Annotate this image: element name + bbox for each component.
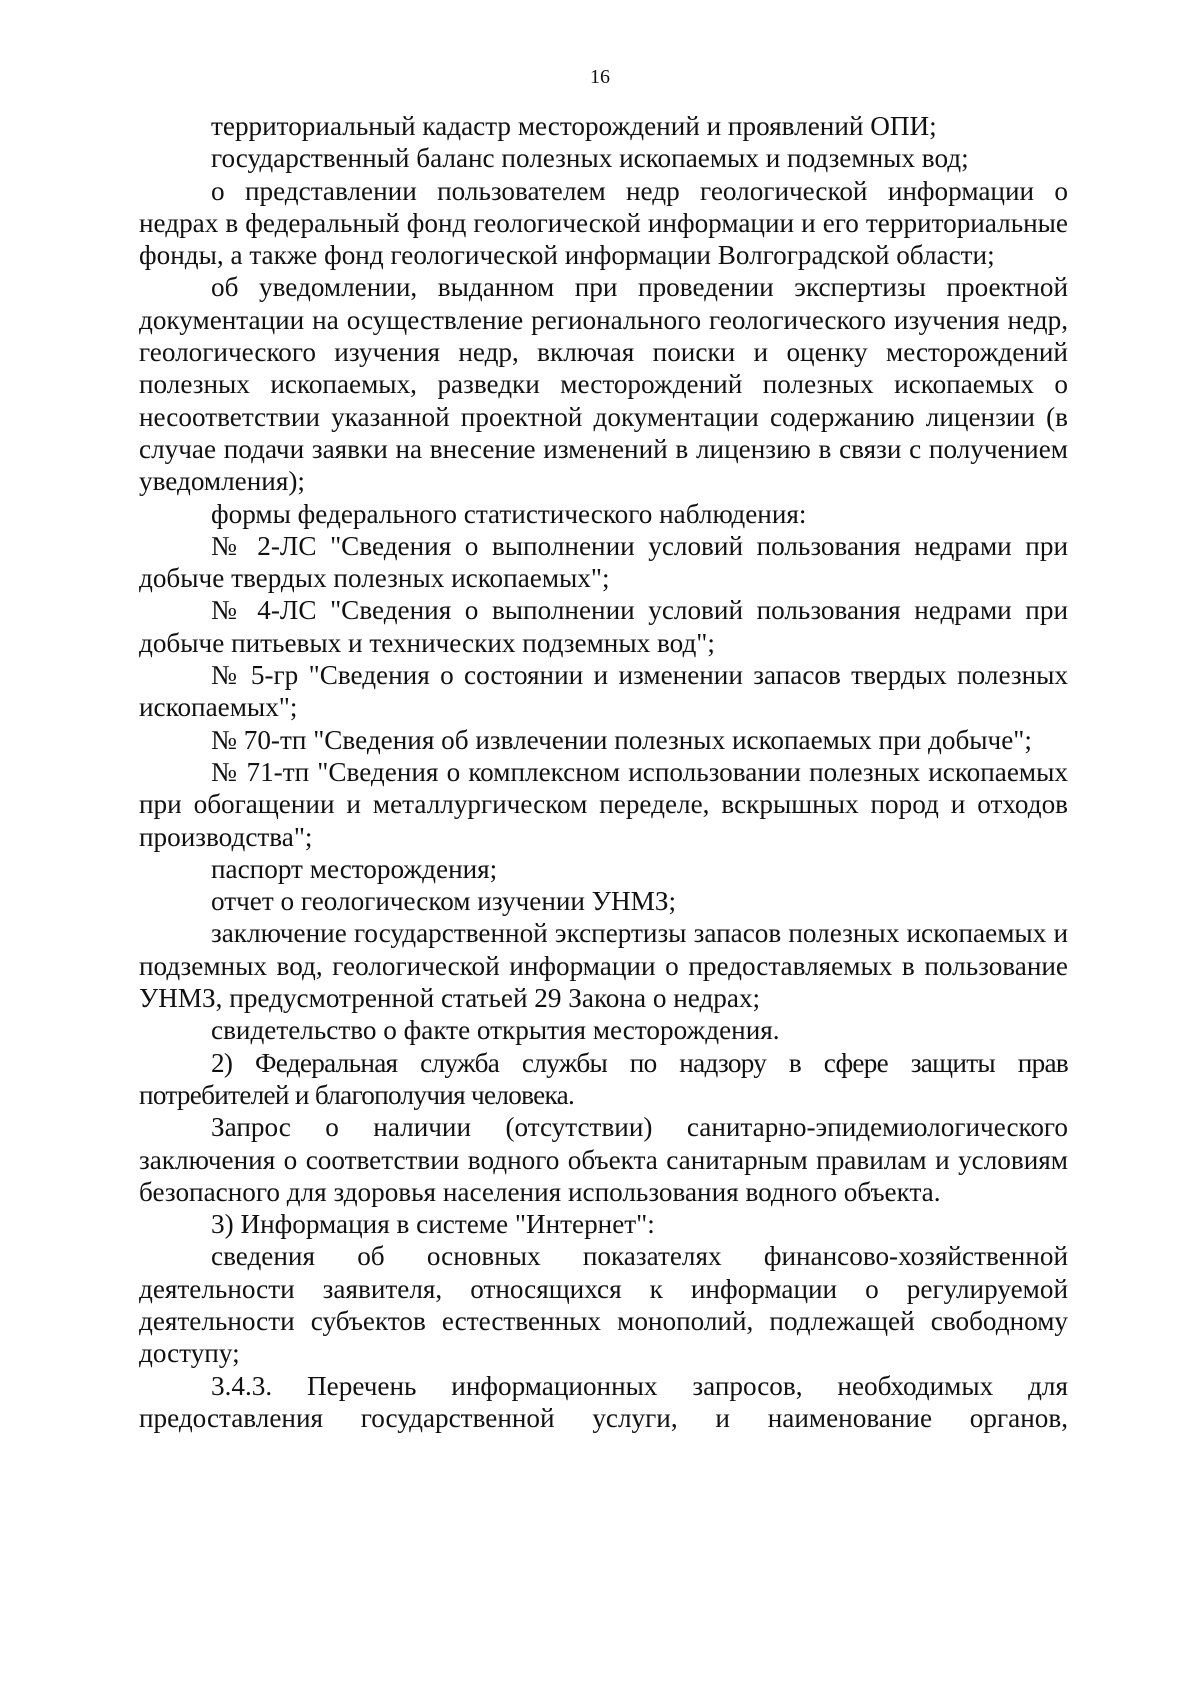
paragraph-discovery-certificate: свидетельство о факте открытия месторождения. (211, 1015, 780, 1046)
paragraph-form-5gr: № 5-гр "Сведения о состоянии и изменении запасов твердых полезных ископаемых"; (139, 660, 1068, 723)
paragraph-form-71tp: № 71-тп "Сведения о комплексном использовании полезных ископаемых при обогащении и металлургическом переделе, вскрышных пород и отходов производства"; (139, 756, 1068, 852)
document-body (139, 110, 1068, 1434)
paragraph-state-balance: государственный баланс полезных ископаемых и подземных вод; (211, 143, 969, 174)
paragraph-statistical-forms: формы федерального статистического наблюдения: (211, 498, 807, 529)
paragraph-notification: об уведомлении, выданном при проведении экспертизы проектной документации на осуществление регионального геологического изучения недр, геологического изучения недр, включая поиски и оценку месторождений полезных ископаемых, разведки месторождений полезных ископаемых о несоответствии указанной проектной документации содержанию лицензии (в случае подачи заявки на внесение изменений в лицензию в связи с получением уведомления); (139, 272, 1068, 497)
paragraph-cadastre: территориальный кадастр месторождений и проявлений ОПИ; (211, 111, 937, 141)
paragraph-financial-info: сведения об основных показателях финансово-хозяйственной деятельности заявителя, относящихся к информации о регулируемой деятельности субъектов естественных монополий, подлежащей свободному доступу; (139, 1241, 1068, 1369)
paragraph-deposit-passport: паспорт месторождения; (211, 853, 498, 884)
paragraph-section-3-4-3: 3.4.3. Перечень информационных запросов, необходимых для предоставления государственной услуги, и наименование органов, (139, 1370, 1068, 1433)
page-number: 16 (590, 66, 610, 88)
paragraph-internet-info: 3) Информация в системе "Интернет": (211, 1209, 655, 1240)
paragraph-geological-report: отчет о геологическом изучении УНМЗ; (211, 886, 677, 917)
paragraph-form-2ls: № 2-ЛС "Сведения о выполнении условий пользования недрами при добыче твердых полезных ископаемых"; (139, 530, 1068, 594)
paragraph-sanitary-request: Запрос о наличии (отсутствии) санитарно-эпидемиологического заключения о соответствии водного объекта санитарным правилам и условиям безопасного для здоровья населения использования водного объекта. (139, 1112, 1068, 1207)
paragraph-form-4ls: № 4-ЛС "Сведения о выполнении условий пользования недрами при добыче питьевых и технических подземных вод"; (139, 595, 1068, 658)
paragraph-expert-conclusion: заключение государственной экспертизы запасов полезных ископаемых и подземных вод, геологической информации о предоставляемых в пользование УНМЗ, предусмотренной статьей 29 Закона о недрах; (139, 918, 1068, 1014)
paragraph-geological-info: о представлении пользователем недр геологической информации о недрах в федеральный фонд геологической информации и его территориальные фонды, а также фонд геологической информации Волгоградской области; (139, 175, 1068, 271)
paragraph-form-70tp: № 70-тп "Сведения об извлечении полезных ископаемых при добыче"; (211, 724, 1032, 755)
paragraph-federal-service: 2) Федеральная служба службы по надзору в сфере защиты прав потребителей и благополучия человека. (139, 1047, 1068, 1110)
